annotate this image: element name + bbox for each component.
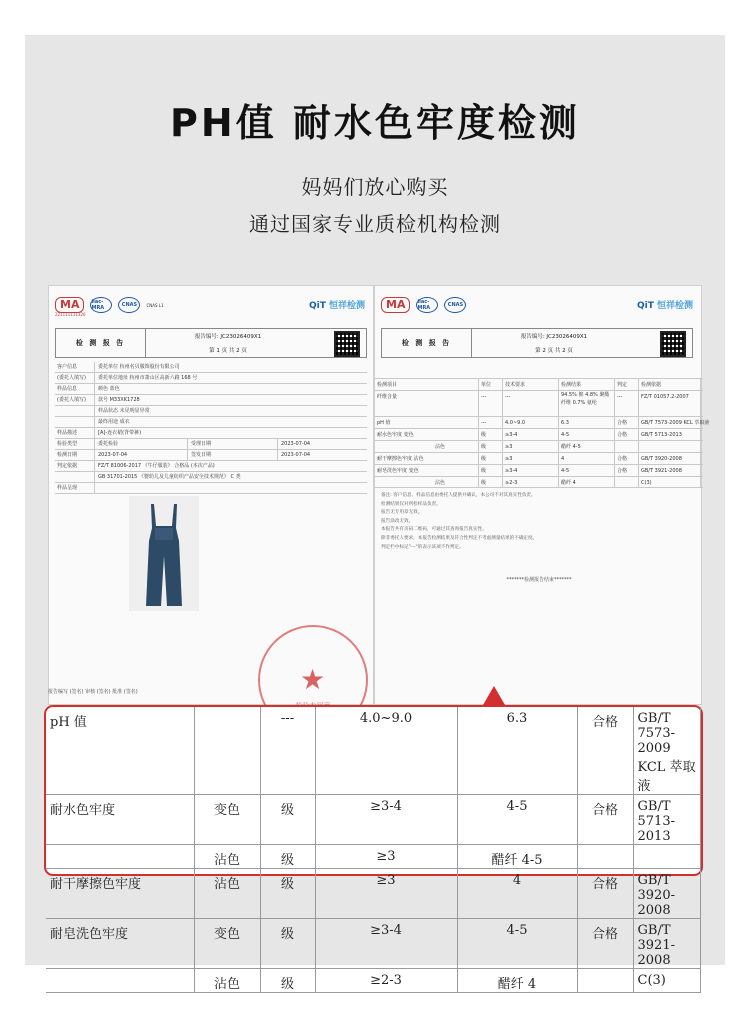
table-cell: 耐水色牢度 变色 [375,429,479,440]
table-cell [615,477,639,487]
table-cell: FZ/T 81006-2017 《牛仔服装》 合格品 (本次产品) [98,463,215,469]
page-indicator: 第 2 页 共 2 页 [535,348,573,354]
table-cell: 4-5 [457,919,577,969]
table-cell: 2023-07-04 [98,452,128,458]
cnas-number: CNAS L1 [146,302,164,308]
table-cell: 级 [260,845,315,869]
table-row [375,416,710,428]
table-row [55,472,367,483]
cnas-logo: CNAS [118,297,140,313]
table-cell: 4-5 [559,429,615,440]
table-cell: GB/T 5713-2013 [633,795,701,845]
table-row [55,384,367,395]
table-cell: 4 [559,453,615,464]
table-cell: 6.3 [457,707,577,795]
table-cell: 沾色 [375,441,479,452]
table-cell: 合格 [577,707,633,795]
report-end-marker: *******检测报告结束******* [506,577,572,583]
table-cell: 级 [479,453,503,464]
table-cell: 合格 [615,429,639,440]
sample-photo-overalls [129,496,199,611]
table-cell: 级 [260,969,315,993]
table-cell: 耐干摩擦色牢度 [46,869,194,919]
table-cell: 4.0~9.0 [315,707,457,795]
qr-code-icon [334,331,360,357]
table-cell: --- [260,707,315,795]
table-cell: 合格 [577,795,633,845]
zoomed-results-table [46,707,701,993]
table-row [55,483,367,494]
table-cell: 94.5% 棉 4.8% 聚酯纤维 0.7% 氨纶 [559,391,615,416]
table-cell: 级 [479,477,503,487]
table-cell: C(3) [633,969,701,993]
table-cell: ≥3 [503,453,559,464]
client-info-table [55,362,367,494]
table-cell: 耐皂洗色牢度 变色 [375,465,479,476]
table-cell: 合格 [577,869,633,919]
table-row [375,452,703,464]
table-cell: (委托人填写) [55,373,95,383]
ilac-logo: ilac-MRA [90,297,112,313]
table-row [375,428,703,440]
table-cell: 级 [479,429,503,440]
star-icon: ★ [300,663,326,696]
table-row [46,919,701,969]
table-cell: 报告涂改无效。 [381,518,414,524]
table-cell: 检测日期 [55,450,95,460]
table-cell: 委托单位 杭州名贝服饰股份有限公司 [98,364,180,370]
table-cell [633,845,701,869]
table-cell: FZ/T 01057.2-2007 [639,391,701,416]
table-row [55,406,367,417]
table-cell: GB/T 5713-2013 [639,429,701,440]
table-cell: 醋纤 4-5 [457,845,577,869]
qit-logo [309,298,365,311]
table-cell: pH 值 [46,707,194,795]
table-cell: 醋纤 4-5 [559,441,615,452]
table-cell: 样品描述 [55,428,95,438]
table-cell: GB/T 3921-2008 [639,465,701,476]
table-row [375,464,703,476]
table-row [55,450,367,461]
table-cell: ≥3-4 [503,429,559,440]
table-cell [639,441,701,452]
table-cell: 级 [260,919,315,969]
table-cell: 单位 [479,379,503,390]
table-row [55,373,367,384]
table-cell: 恒祥检测 [328,301,365,311]
table-cell [577,845,633,869]
table-cell [55,417,95,427]
table-cell: 4 [457,869,577,919]
table-cell: 判定 [615,379,639,390]
zoomed-results-callout [44,705,703,992]
report-notes [381,492,697,552]
table-row [46,869,701,919]
table-cell: 变色 [194,919,260,969]
table-cell: 受理日期 [187,439,277,449]
report-page-2 [374,285,710,705]
table-cell: 合格 [615,453,639,464]
results-table [375,378,710,488]
ma-logo: MA [55,297,84,313]
table-cell: 合格 [615,465,639,476]
table-cell: GB/T 7573-2009 KCL 萃取液 [633,707,701,795]
table-cell: 耐水色牢度 [46,795,194,845]
table-cell: 变色 [194,795,260,845]
table-cell: 沾色 [194,869,260,919]
subtitle-certified: 通过国家专业质检机构检测 [249,212,501,236]
table-row [46,795,701,845]
table-cell [577,969,633,993]
table-row [46,707,701,795]
table-cell: 判定栏中标记"---"的表示该项不作判定。 [381,544,464,550]
table-cell: ≥3-4 [315,795,457,845]
table-cell: ≥2-3 [503,477,559,487]
table-cell: pH 值 [375,417,479,428]
table-cell: 检测依据 [639,379,701,390]
table-cell [55,406,95,416]
table-cell: 技术要求 [503,379,559,390]
report-number: 报告编号: JC23026409X1 [194,334,262,340]
table-cell: QiT [308,301,326,311]
table-cell: 除非委托人要求，本报告检测结果及符合性判定不考虑测量结果的不确定度。 [381,535,538,541]
table-cell: ≥3 [503,441,559,452]
page-indicator: 第 1 页 共 2 页 [209,348,247,354]
table-cell: 2023-07-04 [277,450,367,460]
table-cell: 款号 M33XK1728 [98,397,140,403]
ma-number: 221111111326 [55,312,86,317]
table-cell: 备注: 客户信息、样品信息由委托人提供并确认，本公司不对其真实性负责。 [381,493,536,498]
table-cell: 耐干摩擦色牢度 沾色 [375,453,479,464]
table-cell: 检测项目 [375,379,479,390]
table-cell: GB/T 3921-2008 [633,919,701,969]
table-cell: GB/T 3920-2008 [639,453,701,464]
table-cell: 4-5 [559,465,615,476]
table-cell: 级 [479,465,503,476]
table-cell: 醋纤 4 [457,969,577,993]
table-cell: ≥3 [315,845,457,869]
table-cell: ≥2-3 [315,969,457,993]
table-row [375,390,703,416]
table-cell: 级 [260,795,315,845]
table-cell: 检测结果仅对所检样品负责。 [381,501,441,507]
table-cell: 检测结果 [559,379,615,390]
table-row [55,395,367,406]
table-cell: --- [479,391,503,416]
ilac-logo: ilac-MRA [416,297,438,313]
table-row [55,417,367,428]
page-title: PH值 耐水色牢度检测 [170,101,580,145]
table-cell [46,845,194,869]
table-cell: 样品信息 [55,384,95,394]
table-cell: 醋纤 4 [559,477,615,487]
table-cell: --- [615,391,639,416]
table-cell: [A]-连衣裙(背带裤) [98,430,142,436]
table-cell: 级 [260,869,315,919]
table-cell: 报告无专用章无效。 [381,510,423,516]
table-cell: 样品呈现 [55,483,95,493]
table-cell [194,707,260,795]
table-cell [46,969,194,993]
callout-arrow-icon [483,686,505,705]
table-cell: 沾色 [194,845,260,869]
table-cell: 4.0~9.0 [503,417,559,428]
table-cell: ≥3 [315,869,457,919]
table-cell: 判定依据 [55,461,95,471]
subtitle-reassure: 妈妈们放心购买 [301,175,449,199]
table-cell: 本报告共有页码二维码，可通过其查询报告真实性。 [381,527,487,533]
table-row [55,461,367,472]
table-cell [615,441,639,452]
table-cell: 客户信息 [55,362,95,372]
table-cell: ≥3-4 [315,919,457,969]
table-cell: QiT [636,301,654,311]
table-cell [55,472,95,482]
ma-logo: MA [381,297,410,313]
qr-code-icon [660,331,686,357]
table-cell: 委托检验 [98,441,119,447]
table-cell: 级 [479,441,503,452]
table-row [55,362,367,373]
table-cell: GB/T 7573-2009 KCL 萃取液 [639,417,701,428]
table-cell: 耐皂洗色牢度 [46,919,194,969]
report-header-box [55,328,367,358]
table-cell: 最终用途 成衣 [98,419,130,425]
table-cell: 签发日期 [187,450,277,460]
table-cell: 委托单位地址 杭州市萧山区高新六路 168 号 [98,375,198,381]
table-row [375,476,703,488]
table-cell: 样品状态 未见明显异常 [98,408,150,414]
table-cell: C(3) [639,477,701,487]
table-cell: --- [479,417,503,428]
report-title: 检 测 报 告 [56,329,146,357]
table-cell: 沾色 [194,969,260,993]
table-header-row [375,378,703,390]
signature-line: 报告编写 (签名) 审核 (签名) 批准 (签名) [48,689,138,695]
table-row [46,845,701,869]
table-cell: 2023-07-04 [277,439,367,449]
table-cell: 沾色 [375,477,479,487]
table-cell: ≥3-4 [503,465,559,476]
table-cell: 恒祥检测 [656,301,693,311]
table-cell: GB/T 3920-2008 [633,869,701,919]
cnas-logo: CNAS [444,297,466,313]
table-cell: 纤维含量 [375,391,479,416]
report-header-box [381,328,693,358]
table-row [55,439,367,450]
cert-logos [381,294,466,316]
table-cell: 6.3 [559,417,615,428]
table-cell: 颜色 蓝色 [98,386,120,392]
table-row [375,440,703,452]
table-cell: 4-5 [457,795,577,845]
report-number: 报告编号: JC23026409X1 [520,334,588,340]
table-cell: GB 31701-2015 《婴幼儿及儿童纺织产品安全技术规范》 C 类 [98,474,241,480]
qit-logo [637,298,693,311]
report-title: 检 测 报 告 [382,329,472,357]
table-cell: 检验类型 [55,439,95,449]
table-row [55,428,367,439]
table-cell: 合格 [577,919,633,969]
table-cell [95,483,367,493]
table-cell: (委托人填写) [55,395,95,405]
table-row [46,969,701,993]
table-cell: 合格 [615,417,639,428]
table-cell: --- [503,391,559,416]
